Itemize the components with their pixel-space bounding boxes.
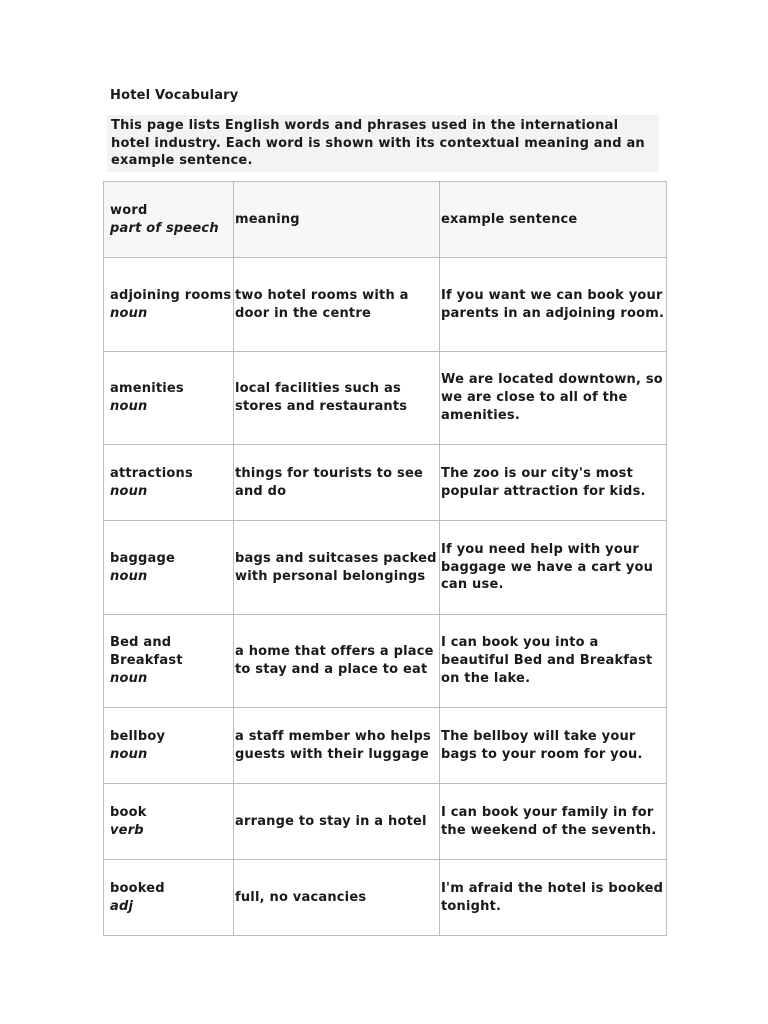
table-row: [104, 615, 667, 708]
word-cell: [104, 615, 234, 708]
meaning-cell: bags and suitcases packed with personal belongings: [234, 521, 440, 615]
table-row: [104, 860, 667, 936]
part-of-speech: adj: [110, 898, 134, 914]
header-meaning: meaning: [234, 182, 440, 258]
word: Bed and Breakfast: [110, 635, 183, 669]
meaning-cell: a staff member who helps guests with their luggage: [234, 708, 440, 784]
word: book: [110, 804, 147, 820]
example-cell: We are located downtown, so we are close to all of the amenities.: [440, 352, 667, 445]
table-row: [104, 784, 667, 860]
part-of-speech: noun: [110, 305, 148, 321]
part-of-speech: noun: [110, 399, 148, 414]
word: attractions: [110, 465, 193, 481]
meaning-cell: things for tourists to see and do: [234, 445, 440, 521]
part-of-speech: noun: [110, 483, 148, 499]
word-cell: [104, 352, 234, 445]
example-cell: If you want we can book your parents in an adjoining room.: [440, 258, 667, 352]
table-row: [104, 258, 667, 352]
part-of-speech: noun: [110, 746, 148, 762]
meaning-cell: two hotel rooms with a door in the centre: [234, 258, 440, 352]
word-cell: [104, 258, 234, 352]
word: booked: [110, 880, 165, 896]
example-cell: I can book your family in for the weekend of the seventh.: [440, 784, 667, 860]
word: adjoining rooms: [110, 287, 232, 303]
example-cell: I can book you into a beautiful Bed and Breakfast on the lake.: [440, 615, 667, 708]
word-cell: [104, 445, 234, 521]
part-of-speech: noun: [110, 568, 148, 584]
word-cell: [104, 860, 234, 936]
word: bellboy: [110, 728, 166, 744]
example-cell: The bellboy will take your bags to your room for you.: [440, 708, 667, 784]
table-header-row: [104, 182, 667, 258]
part-of-speech: noun: [110, 670, 148, 686]
word-cell: [104, 708, 234, 784]
part-of-speech: verb: [110, 822, 144, 838]
page-title: Hotel Vocabulary: [110, 88, 239, 103]
table-row: [104, 521, 667, 615]
word: amenities: [110, 381, 184, 397]
header-word: word: [110, 202, 148, 218]
table-row: [104, 445, 667, 521]
vocabulary-table: [103, 181, 667, 936]
meaning-cell: full, no vacancies: [234, 860, 440, 936]
table-row: [104, 708, 667, 784]
example-cell: I'm afraid the hotel is booked tonight.: [440, 860, 667, 936]
header-word-cell: [104, 182, 234, 258]
word: baggage: [110, 550, 175, 566]
table-row: [104, 352, 667, 445]
meaning-cell: a home that offers a place to stay and a place to eat: [234, 615, 440, 708]
meaning-cell: local facilities such as stores and restaurants: [234, 352, 440, 445]
meaning-cell: arrange to stay in a hotel: [234, 784, 440, 860]
intro-paragraph: This page lists English words and phrases used in the international hotel industry. Each word is shown with its contextual meaning and an example sentence.: [107, 115, 659, 172]
example-cell: The zoo is our city's most popular attraction for kids.: [440, 445, 667, 521]
header-example: example sentence: [440, 182, 667, 258]
example-cell: If you need help with your baggage we have a cart you can use.: [440, 521, 667, 615]
word-cell: [104, 521, 234, 615]
word-cell: [104, 784, 234, 860]
header-part-of-speech: part of speech: [110, 220, 219, 236]
